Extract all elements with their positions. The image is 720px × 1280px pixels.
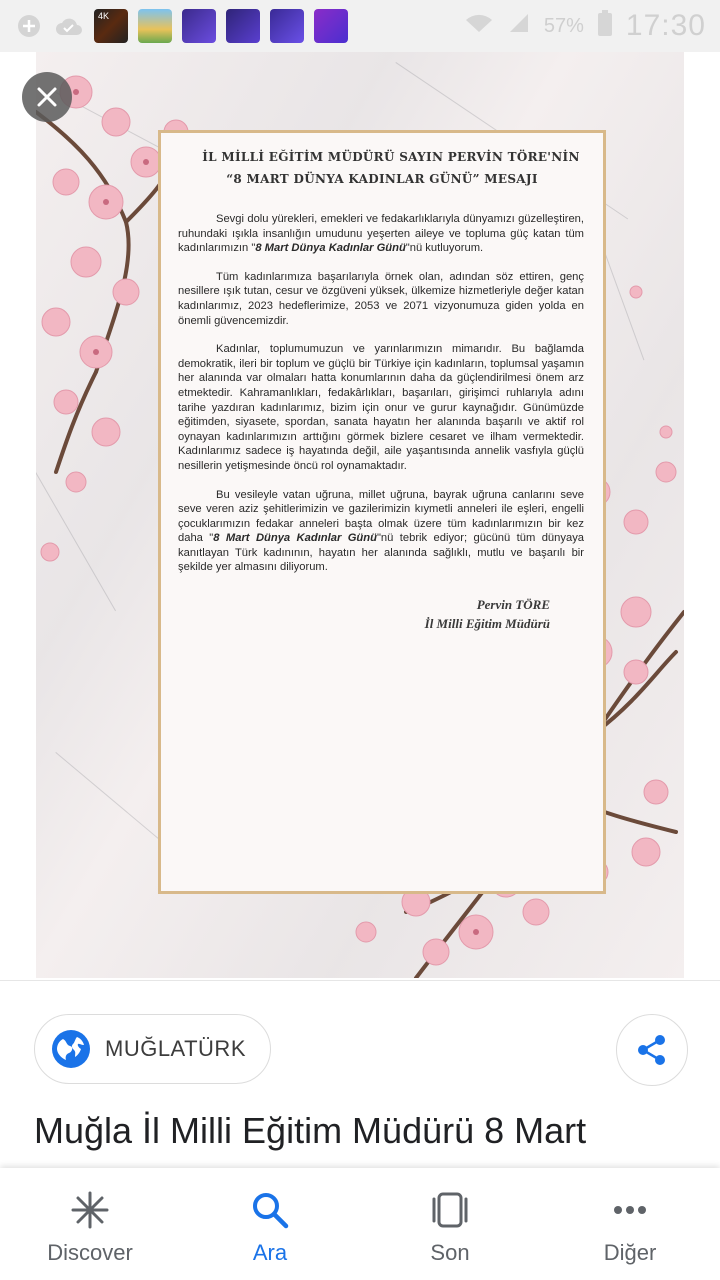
nav-label-search: Ara	[252, 1240, 288, 1265]
result-title[interactable]: Muğla İl Milli Eğitim Müdürü 8 Mart	[34, 1110, 587, 1151]
letter-title-line-2: “8 MART DÜNYA KADINLAR GÜNÜ” MESAJI	[226, 172, 538, 186]
clock: 17:30	[625, 9, 706, 42]
nav-recent[interactable]	[360, 1168, 540, 1280]
add-icon	[14, 11, 44, 41]
paragraph-1: Sevgi dolu yürekleri, emekleri ve fedakarlıklarıyla dünyamızı güzelleştiren, ruhundaki ışıkla insanlığın umudunu yeşerten aileye ve topluma güç katan tüm kadınlarımızın "8 Mart Dünya Kadınlar Günü"nü kutluyorum.	[178, 213, 584, 255]
app-thumbnail-game	[138, 9, 172, 43]
share-icon	[635, 1033, 669, 1067]
image-viewer[interactable]	[0, 52, 720, 980]
nav-label-recent: Son	[430, 1240, 470, 1265]
search-icon	[248, 1188, 292, 1232]
paragraph-3: Kadınlar, toplumumuzun ve yarınlarımızın mimarıdır. Bu bağlamda demokratik, ileri bir toplum ve güçlü bir Türkiye için kadınların, toplumsal yaşamın her alanında var olmaları hatta konumlarının daha da güçlendirilmesi önem arz etmektedir. Kahramanlıkları, fedakârlıkları, başarıları, girişimci ruhlarıyla adını tarihe yazdıran kadınlarımız, bizim için onur ve gurur kaynağıdır. Günümüzde eğitimden, siyasete, spordan, sanata hayatın her alanında başarılı ve aktif rol oynayan kadınlarımızın arttığını görmek bizlere cesaret ve ilham vermektedir. Kadınlarımız sadece iş hayatında değil, aile yaşantısında annelik vasfıyla güçlü nesillerin yetişmesinde öncü rol oynamaktadır.	[178, 343, 584, 472]
more-dots-icon	[608, 1188, 652, 1232]
signal-icon	[508, 12, 530, 40]
close-button[interactable]	[22, 72, 72, 122]
globe-icon	[51, 1029, 91, 1069]
source-name: MUĞLATÜRK	[105, 1036, 246, 1061]
app-thumbnail-4k	[94, 9, 128, 43]
battery-icon	[598, 10, 612, 42]
paragraph-2: Tüm kadınlarımıza başarılarıyla örnek olan, adından söz ettiren, genç nesillere ışık tutan, cesur ve özgüveni yüksek, ülkemize hizmetleriyle değer katan kadınlarımız, 2023 hedeflerimize, 2053 ve 2071 vizyonumuza giden yolda en önemli güvencemizdir.	[178, 270, 584, 327]
battery-percent: 57%	[543, 14, 584, 37]
app-thumbnail-music-2	[226, 9, 260, 43]
signature	[174, 595, 590, 633]
nav-more[interactable]	[540, 1168, 720, 1280]
letter	[174, 146, 590, 878]
nav-label-more: Diğer	[603, 1240, 657, 1265]
nav-discover[interactable]	[0, 1168, 180, 1280]
source-chip[interactable]	[34, 1014, 271, 1084]
wifi-icon	[464, 12, 494, 40]
nav-label-discover: Discover	[47, 1240, 133, 1265]
share-button[interactable]	[616, 1014, 688, 1086]
status-bar	[0, 0, 720, 52]
nav-search[interactable]	[180, 1168, 360, 1280]
letter-body	[174, 212, 590, 575]
close-icon	[35, 85, 59, 109]
recent-tabs-icon	[428, 1188, 472, 1232]
asterisk-icon	[68, 1188, 112, 1232]
letter-title-line-1: İL MİLLİ EĞİTİM MÜDÜRÜ SAYIN PERVİN TÖRE'NİN	[202, 150, 580, 164]
poster-image[interactable]	[36, 52, 684, 978]
bottom-navigation	[0, 1168, 720, 1280]
system-indicators	[464, 9, 706, 43]
paragraph-4: Bu vesileyle vatan uğruna, millet uğruna, bayrak uğruna canlarını seve seve veren aziz şehitlerimizin ve gazilerimizin kıymetli anneleri ile eşleri, engelli çocuklarımızın fedakar anneleri başta olmak üzere tüm kadınlarımızın bir kez daha "8 Mart Dünya Kadınlar Günü"nü tebrik ediyor; gücünü tüm dünyaya kanıtlayan Türk kadınının, hayatın her alanında sağlıklı, mutlu ve başarılı bir şekilde yer almasını diliyorum.	[178, 488, 585, 574]
app-thumbnail-music-1	[182, 9, 216, 43]
app-thumbnail-music-4	[314, 9, 348, 43]
letter-title	[174, 146, 590, 190]
signature-title: İl Milli Eğitim Müdürü	[424, 616, 550, 632]
app-thumbnail-music-3	[270, 9, 304, 43]
divider	[0, 980, 720, 981]
notification-icons	[14, 9, 348, 43]
signature-name: Pervin TÖRE	[476, 597, 550, 613]
cloud-check-icon	[54, 11, 84, 41]
app-thumbnail-label: 4K	[98, 11, 110, 21]
